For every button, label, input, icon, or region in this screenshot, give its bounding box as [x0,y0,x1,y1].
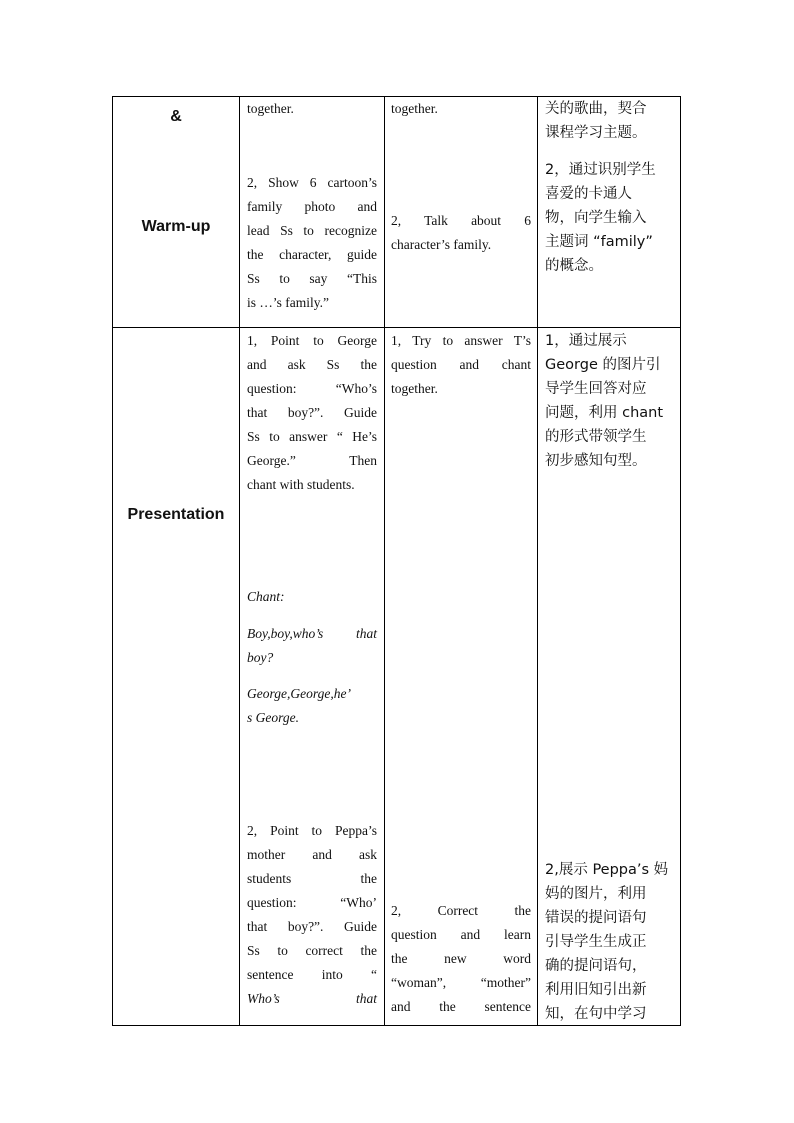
text-line: 课程学习主题。 [545,125,647,141]
table-col-divider-2 [384,96,385,1026]
presentation-teacher-2 [247,819,377,1011]
table-col-divider-1 [239,96,240,1026]
text-line: is …’s family.” [247,295,329,310]
text-line: Ss to say “This [247,271,377,286]
presentation-teacher-1 [247,329,377,497]
presentation-purpose-2 [545,858,673,1026]
text-line: 1，通过展示 [545,333,627,349]
text-line: 2, Talk about 6 [391,213,531,228]
text-line: question: “Who’s [247,381,377,396]
warmup-student-2 [391,209,531,257]
text-line: sentence into “ [247,967,377,982]
text-line: the new word [391,951,531,966]
text-line: Who’s that [247,991,377,1006]
presentation-student-1 [391,329,531,401]
text-line: 知，在句中学习 [545,1006,647,1022]
text-line: 喜爱的卡通人 [545,186,632,202]
text-line: the character, guide [247,247,377,262]
text-line: 关的歌曲，契合 [545,101,647,117]
text-line: question: “Who’ [247,895,377,910]
warmup-purpose-2 [545,158,673,278]
text-line: 妈的图片，利用 [545,886,647,902]
text-line: boy? [247,650,274,665]
text-line: students the [247,871,377,886]
warmup-teacher-1-tail: together. [247,101,294,116]
text-line: 问题，利用 chant [545,405,664,421]
text-line: and the sentence [391,999,531,1014]
chant-line-1 [247,622,377,670]
text-line: 导学生回答对应 [545,381,647,397]
text-line: Ss to correct the [247,943,377,958]
text-line: 的形式带领学生 [545,429,647,445]
text-line: together. [391,381,438,396]
text-line: George,George,he’ [247,686,351,701]
text-line: 错误的提问语句 [545,910,647,926]
table-row-divider [112,327,681,328]
text-line: character’s family. [391,237,492,252]
stage-ampersand: & [170,108,182,125]
text-line: 主题词 “family” [545,234,653,250]
text-line: Boy,boy,who’s that [247,626,377,641]
text-line: 2, Correct the [391,903,531,918]
text-line: 初步感知句型。 [545,453,647,469]
warmup-teacher-2 [247,171,377,315]
text-line: that boy?”. Guide [247,405,377,420]
table-border-right [680,96,681,1026]
text-line: lead Ss to recognize [247,223,377,238]
text-line: Ss to answer “ He’s [247,429,377,444]
text-line: 2，通过识别学生 [545,162,656,178]
text-line: 1, Point to George [247,333,377,348]
text-line: s George. [247,710,299,725]
text-line: George.” Then [247,453,377,468]
text-line: that boy?”. Guide [247,919,377,934]
presentation-purpose-1 [545,329,673,473]
text-line: family photo and [247,199,377,214]
text-line: mother and ask [247,847,377,862]
text-line: 的概念。 [545,258,603,274]
text-line: 2, Show 6 cartoon’s [247,175,377,190]
text-line: 物，向学生输入 [545,210,647,226]
text-line: question and chant [391,357,531,372]
text-line: 1, Try to answer T’s [391,333,531,348]
text-line: George 的图片引 [545,357,661,373]
text-line: question and learn [391,927,531,942]
text-line: 引导学生生成正 [545,934,647,950]
text-line: 利用旧知引出新 [545,982,647,998]
presentation-student-2 [391,899,531,1019]
text-line: 确的提问语句， [545,958,647,974]
stage-warmup: Warm-up [141,218,211,235]
text-line: 2,展示 Peppa’s 妈 [545,862,669,878]
stage-presentation: Presentation [127,506,225,523]
table-col-divider-3 [537,96,538,1026]
text-line: and ask Ss the [247,357,377,372]
text-line: chant with students. [247,477,355,492]
chant-line-2 [247,682,377,730]
text-line: “woman”, “mother” [391,975,531,990]
text-line: 2, Point to Peppa’s [247,823,377,838]
chant-title: Chant: [247,589,285,604]
warmup-purpose-1-tail [545,97,673,145]
warmup-student-1-tail: together. [391,101,438,116]
